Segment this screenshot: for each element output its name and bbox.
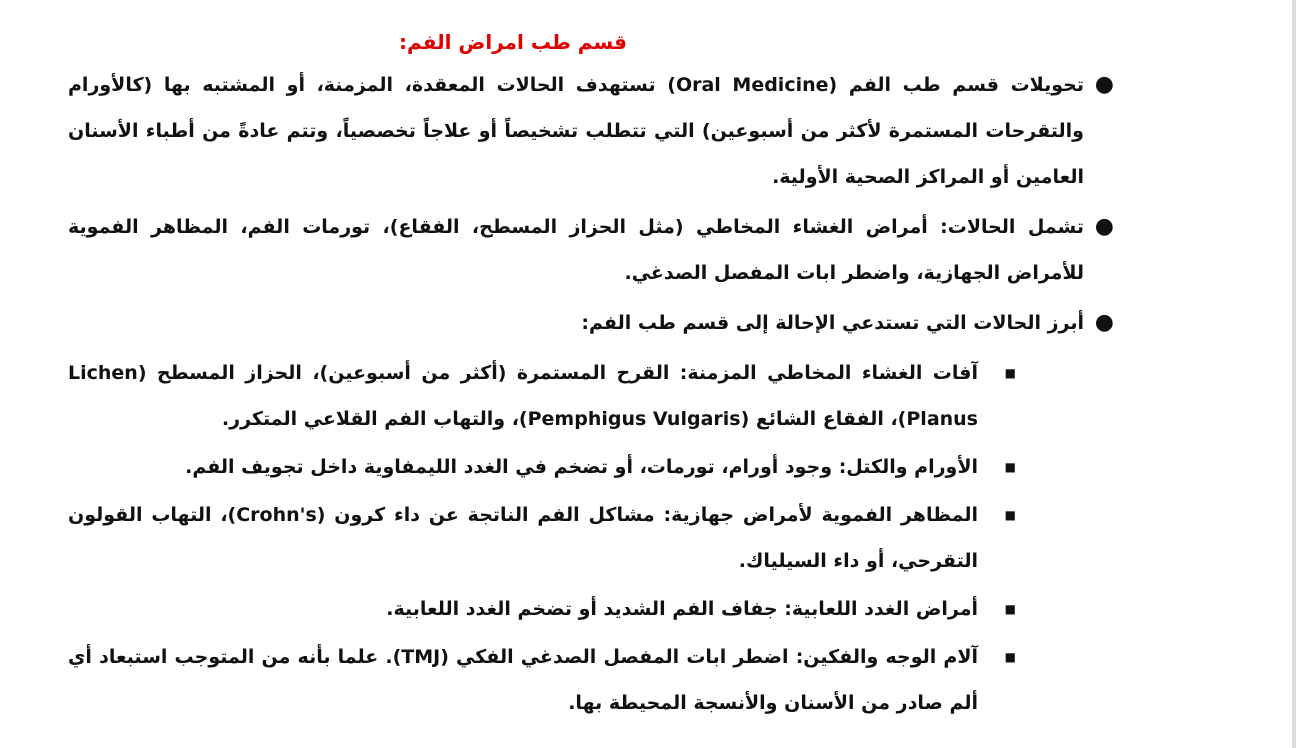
document-body — [68, 22, 1128, 728]
text-run: المظاهر الفموية لأمراض جهازية: مشاكل الفم الناتجة عن داء كرون ( — [316, 504, 978, 526]
list-item — [68, 300, 1128, 346]
text-run: ). علما بأنه من المتوجب استبعاد أي ألم صادر من الأسنان والأنسجة المحيطة بها. — [68, 646, 978, 714]
square-bullet-icon: ■ — [1004, 366, 1016, 380]
text-run: )، والتهاب الفم القلاعي المتكرر. — [221, 408, 528, 430]
latin-term: Lichen Planus — [68, 362, 978, 430]
latin-term: Oral Medicine — [675, 74, 829, 96]
list-item — [68, 62, 1128, 200]
list-item — [68, 350, 1128, 442]
text-run: تحويلات قسم طب الفم ( — [828, 74, 1084, 96]
text-run: )، الفقاع الشائع ( — [740, 408, 907, 430]
sub-bullet-list — [68, 350, 1128, 726]
square-bullet-icon: ■ — [1004, 650, 1016, 664]
paragraph-referrals — [68, 62, 1084, 200]
text-run: )، التهاب القولون التقرحي، أو داء السيلياك. — [68, 504, 978, 572]
paragraph-key-cases: أبرز الحالات التي تستدعي الإحالة إلى قسم طب الفم: — [581, 312, 1084, 334]
latin-term: Pemphigus Vulgaris — [527, 408, 741, 430]
square-bullet-icon: ■ — [1004, 508, 1016, 522]
text-run: آفات الغشاء المخاطي المزمنة: القرح المستمرة (أكثر من أسبوعين)، الحزاز المسطح ( — [137, 362, 978, 384]
subitem-systemic — [68, 492, 978, 584]
square-bullet-icon: ■ — [1004, 602, 1016, 616]
list-item — [68, 586, 1128, 632]
bullet-icon: ● — [1094, 214, 1114, 239]
list-item — [68, 634, 1128, 726]
text-run: ) تستهدف الحالات المعقدة، المزمنة، أو المشتبه بها (كالأورام والتقرحات المستمرة لأكثر من أسبوعين) التي تتطلب تشخيصاً أو علاجاً تخصصياً، وتتم عادةً من أطباء الأسنان العامين أو المراكز الصحية الأولية. — [68, 74, 1084, 188]
list-item — [68, 204, 1128, 296]
subitem-facial-pain — [68, 634, 978, 726]
paragraph-cases: تشمل الحالات: أمراض الغشاء المخاطي (مثل الحزاز المسطح، الفقاع)، تورمات الفم، المظاهر الفموية للأمراض الجهازية، واضطر ابات المفصل الصدغي. — [68, 216, 1084, 284]
bullet-icon: ● — [1094, 72, 1114, 97]
latin-term: TMJ — [401, 646, 441, 668]
main-bullet-list — [68, 62, 1128, 346]
list-item — [68, 492, 1128, 584]
subitem-mucosal-lesions — [68, 350, 978, 442]
subitem-salivary: أمراض الغدد اللعابية: جفاف الفم الشديد أو تضخم الغدد اللعابية. — [386, 598, 978, 620]
bullet-icon: ● — [1094, 310, 1114, 335]
page-title: قسم طب امراض الفم: — [399, 30, 627, 54]
latin-term: Crohn's — [236, 504, 317, 526]
square-bullet-icon: ■ — [1004, 460, 1016, 474]
text-run: آلام الوجه والفكين: اضطر ابات المفصل الصدغي الفكي ( — [440, 646, 978, 668]
page-edge — [1292, 0, 1296, 748]
subitem-tumors: الأورام والكتل: وجود أورام، تورمات، أو تضخم في الغدد الليمفاوية داخل تجويف الفم. — [185, 456, 978, 478]
list-item — [68, 444, 1128, 490]
